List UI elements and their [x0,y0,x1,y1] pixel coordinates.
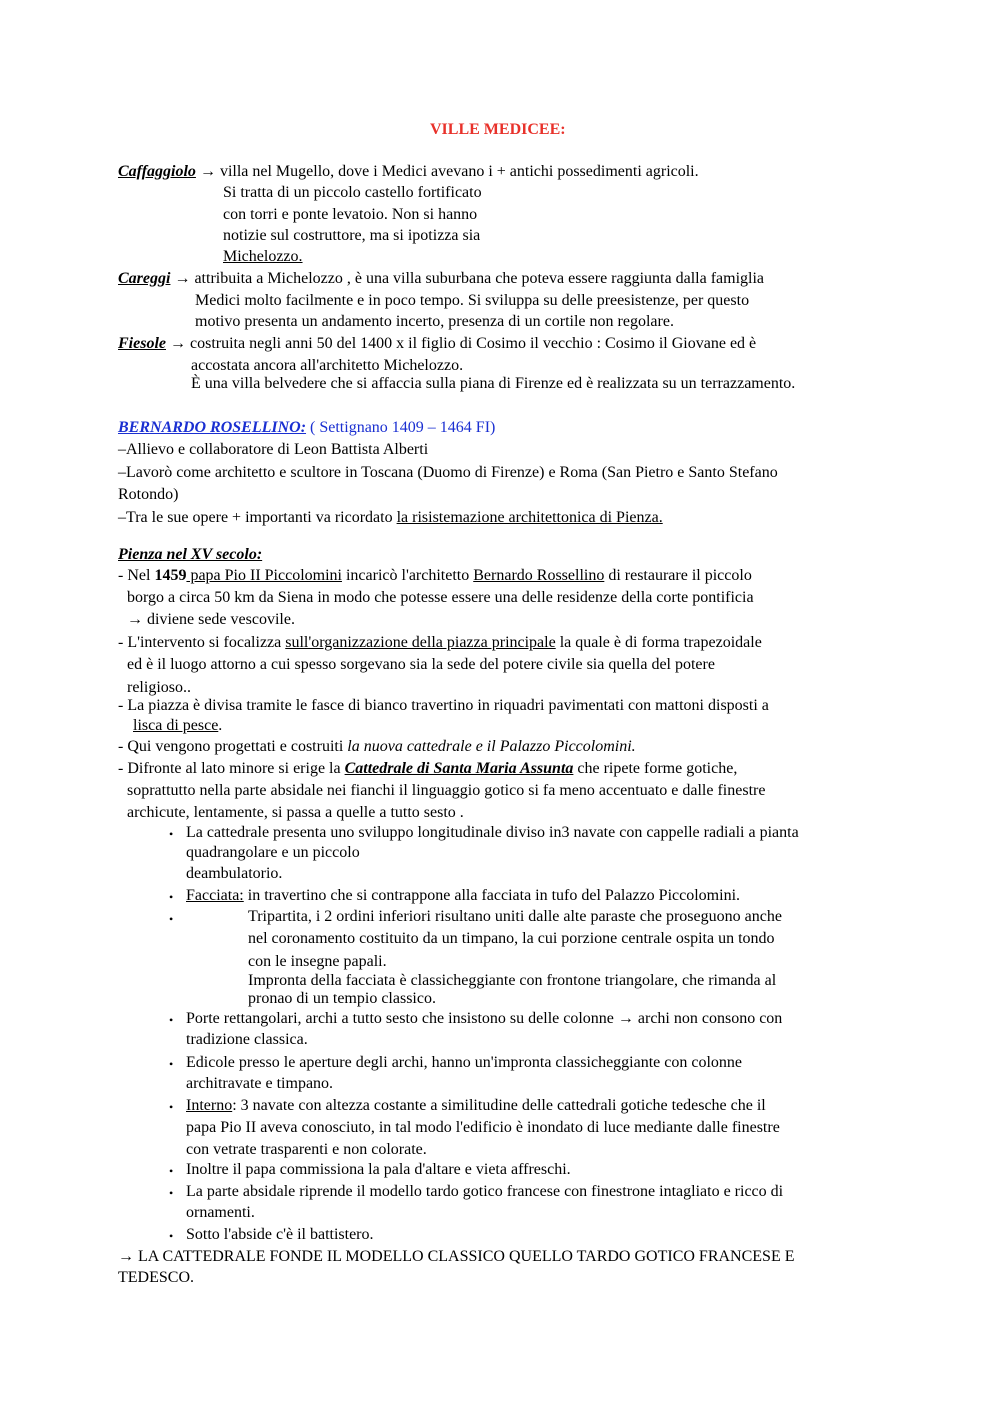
p3-dot: . [218,717,223,734]
bullet-2-line-1 [186,886,740,906]
careggi-name: Careggi [118,270,171,287]
bullet-7-line-1: Inoltre il papa commissiona la pala d'altare e vieta affreschi. [186,1161,571,1178]
careggi-line-3: motivo presenta un andamento incerto, presenza di un cortile non regolare. [195,313,674,330]
p4-a: - Qui vengono progettati e costruiti [118,738,348,755]
bullet-3-line-5: pronao di un tempio classico. [248,990,436,1007]
pienza-p1-line-1 [118,566,752,586]
pienza-p1-line-2: borgo a circa 50 km da Siena in modo che potesse essere una delle residenze della corte pontificia [127,589,754,606]
rosellino-line-1: –Allievo e collaboratore di Leon Battista Alberti [118,441,429,458]
bullet-6-line-2: papa Pio II aveva conosciuto, in tal modo l'edificio è inondato di luce mediante dalle finestre [186,1119,780,1136]
caffaggiolo-line-3: con torri e ponte levatoio. Non si hanno [223,206,478,223]
rosellino-line-4 [118,508,663,528]
caffaggiolo-line-2: Si tratta di un piccolo castello fortificato [223,184,482,201]
p5-cattedrale: Cattedrale di Santa Maria Assunta [344,760,574,777]
p5-c: che ripete forme gotiche, [573,760,738,777]
bullet-2: • [169,890,174,904]
rosellino-heading: BERNARDO ROSELLINO: [118,419,307,436]
caffaggiolo-line-4: notizie sul costruttore, ma si ipotizza sia [223,227,481,244]
bullet-9: • [169,1229,174,1243]
rosellino-pienza-link-text: la risistemazione architettonica di Pienza. [396,509,663,526]
pienza-p3-line-1: - La piazza è divisa tramite le fasce di bianco travertino in riquadri pavimentati con mattoni disposti a [118,697,769,714]
caffaggiolo-name: Caffaggiolo [118,163,196,180]
bullet-6-line-3: con vetrate trasparenti e non colorate. [186,1141,427,1158]
p1-c: incaricò l'architetto [341,567,474,584]
careggi-line-2: Medici molto facilmente e in poco tempo. Si sviluppa su delle preesistenze, per questo [195,292,750,309]
p2-c: la quale è di forma trapezoidale [555,634,762,651]
p5-a: - Difronte al lato minore si erige la [118,760,345,777]
fiesole-text-1: → costruita negli anni 50 del 1400 x il figlio di Cosimo il vecchio : Cosimo il Giovane ed è [166,335,757,352]
pienza-p5-line-3: archicute, lentamente, si passa a quelle a tutto sesto . [127,804,464,821]
b2-facciata: Facciata: [186,887,244,904]
pienza-p2-line-1 [118,633,762,653]
pienza-p4-line-1 [118,737,636,757]
caffaggiolo-line-1 [118,162,699,182]
bullet-4-line-2: tradizione classica. [186,1031,308,1048]
bullet-5-line-2: architravate e timpano. [186,1075,334,1092]
conclusion-line-1: → LA CATTEDRALE FONDE IL MODELLO CLASSICO QUELLO TARDO GOTICO FRANCESE E [118,1248,795,1265]
fiesole-line-3: È una villa belvedere che si affaccia sulla piana di Firenze ed è realizzata su un terrazzamento. [191,375,796,392]
rosellino-dates: ( Settignano 1409 – 1464 FI) [306,419,496,436]
p1-papa: papa Pio II Piccolomini [186,567,342,584]
p2-a: - L'intervento si focalizza [118,634,286,651]
bullet-9-line-1: Sotto l'abside c'è il battistero. [186,1226,374,1243]
p4-b: la nuova cattedrale e il Palazzo Piccolomini. [347,738,636,755]
careggi-line-1 [118,269,764,289]
bullet-1-line-1: La cattedrale presenta uno sviluppo longitudinale diviso in3 navate con cappelle radiali a pianta [186,824,799,841]
pienza-heading: Pienza nel XV secolo: [118,546,263,563]
fiesole-line-1 [118,334,756,354]
fiesole-line-2: accostata ancora all'architetto Michelozzo. [191,357,464,374]
rosellino-line-2: –Lavorò come architetto e scultore in Toscana (Duomo di Firenze) e Roma (San Pietro e Santo Stefano [118,464,778,481]
b6-text: : 3 navate con altezza costante a similitudine delle cattedrali gotiche tedesche che il [232,1097,766,1114]
bullet-8-line-1: La parte absidale riprende il modello tardo gotico francese con finestrone intagliato e ricco di [186,1183,784,1200]
fiesole-name: Fiesole [118,335,166,352]
caffaggiolo-text-1: → villa nel Mugello, dove i Medici avevano i + antichi possedimenti agricoli. [195,163,699,180]
p1-e: di restaurare il piccolo [604,567,752,584]
bullet-8-line-2: ornamenti. [186,1204,255,1221]
bullet-3: • [169,912,174,926]
bullet-3-line-4: Impronta della facciata è classicheggiante con frontone triangolare, che rimanda al [248,972,777,989]
pienza-p1-line-3: → diviene sede vescovile. [127,611,295,628]
pienza-p5-line-1 [118,759,737,779]
bullet-6-line-1 [186,1096,766,1116]
p1-year: 1459 [154,567,187,584]
b2-text: in travertino che si contrappone alla facciata in tufo del Palazzo Piccolomini. [243,887,741,904]
careggi-text-1: → attribuita a Michelozzo , è una villa suburbana che poteva essere raggiunta dalla famiglia [170,270,764,287]
pienza-p2-line-3: religioso.. [127,679,191,696]
bullet-5: • [169,1057,174,1071]
bullet-1-line-3: deambulatorio. [186,865,283,882]
p2-b: sull'organizzazione della piazza principale [285,634,556,651]
bullet-5-line-1: Edicole presso le aperture degli archi, hanno un'impronta classicheggiante con colonne [186,1054,743,1071]
bullet-3-line-2: nel coronamento costituito da un timpano, la cui porzione centrale ospita un tondo [248,930,775,947]
rosellino-heading-line [118,418,495,438]
pienza-p3-line-2 [133,716,222,736]
caffaggiolo-line-5: Michelozzo. [223,248,303,265]
bullet-1: • [169,827,174,841]
b6-interno: Interno [186,1097,233,1114]
page-title: VILLE MEDICEE: [430,121,566,138]
p3-lisca: lisca di pesce [133,717,219,734]
pienza-p5-line-2: soprattutto nella parte absidale nei fianchi il linguaggio gotico si fa meno accentuato e dalle finestre [127,782,766,799]
bullet-4: • [169,1013,174,1027]
p1-rossellino: Bernardo Rossellino [473,567,605,584]
p1-a: - Nel [118,567,155,584]
bullet-6: • [169,1100,174,1114]
bullet-3-line-1: Tripartita, i 2 ordini inferiori risultano uniti dalle alte paraste che proseguono anche [248,908,782,925]
pienza-p2-line-2: ed è il luogo attorno a cui spesso sorgevano sia la sede del potere civile sia quella del potere [127,656,715,673]
bullet-4-line-1: Porte rettangolari, archi a tutto sesto che insistono su delle colonne → archi non consono con [186,1010,783,1027]
bullet-1-line-2: quadrangolare e un piccolo [186,844,360,861]
conclusion-line-2: TEDESCO. [118,1269,194,1286]
rosellino-text-4: –Tra le sue opere + importanti va ricordato [118,509,397,526]
bullet-3-line-3: con le insegne papali. [248,953,387,970]
bullet-7: • [169,1164,174,1178]
rosellino-line-3: Rotondo) [118,486,179,503]
bullet-8: • [169,1186,174,1200]
